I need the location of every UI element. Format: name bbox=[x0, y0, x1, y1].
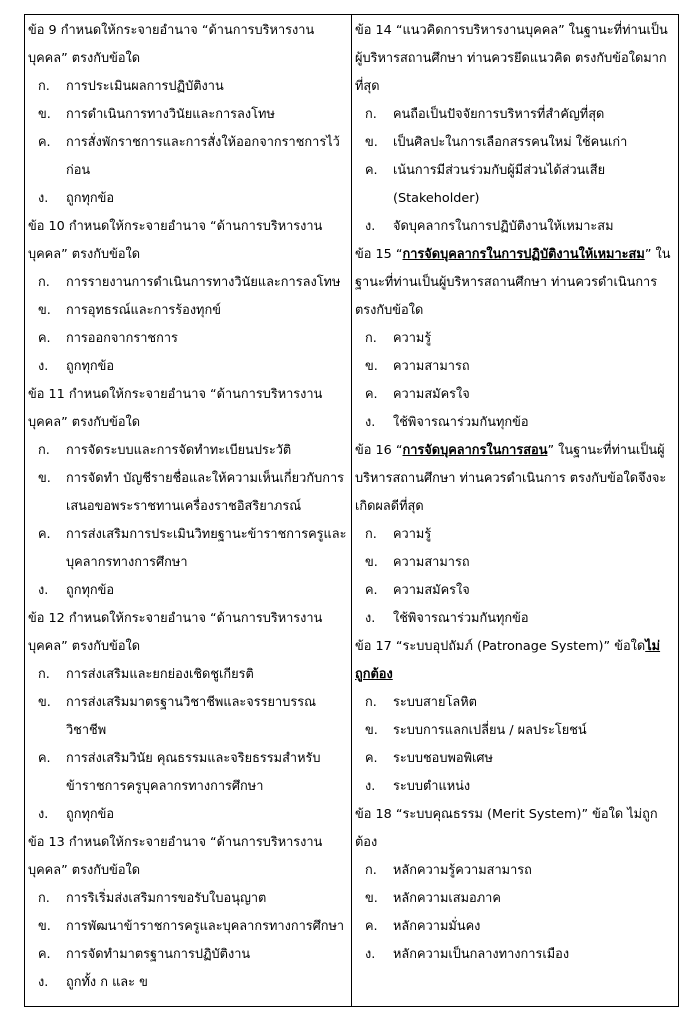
option-label: ค. bbox=[365, 163, 378, 178]
option-text: ความสามารถ bbox=[393, 359, 470, 374]
option-text: ถูกทุกข้อ bbox=[66, 807, 115, 822]
option-row bbox=[355, 689, 674, 717]
option-text: ความสมัครใจ bbox=[393, 583, 470, 598]
option-text: ถูกทุกข้อ bbox=[66, 359, 115, 374]
option-row bbox=[28, 969, 347, 997]
option-text: การริเริ่มส่งเสริมการขอรับใบอนุญาต bbox=[66, 891, 267, 906]
option-text: การส่งเสริมวินัย คุณธรรมและจริยธรรมสำหรับข้าราชการครูบุคลากรทางการศึกษา bbox=[66, 751, 321, 794]
option-row bbox=[355, 129, 674, 157]
option-label: ก. bbox=[38, 667, 50, 682]
option-label: ก. bbox=[365, 527, 377, 542]
question-stem-start: ข้อ 17 “ระบบอุปถัมภ์ (Patronage System)” ข้อใด bbox=[355, 639, 646, 654]
question-12 bbox=[28, 605, 347, 661]
option-label: ข. bbox=[38, 107, 51, 122]
option-text: ใช้พิจารณาร่วมกันทุกข้อ bbox=[393, 611, 529, 626]
option-label: ค. bbox=[365, 583, 378, 598]
option-row bbox=[355, 577, 674, 605]
option-text: ความรู้ bbox=[393, 331, 432, 346]
option-text: ระบบตำแหน่ง bbox=[393, 779, 471, 794]
left-column bbox=[25, 15, 351, 1006]
option-label: ง. bbox=[38, 975, 49, 990]
option-row bbox=[28, 185, 347, 213]
question-18 bbox=[355, 801, 674, 857]
option-label: ก. bbox=[365, 863, 377, 878]
question-stem: ข้อ 14 “แนวคิดการบริหารงานบุคคล” ในฐานะที่ท่านเป็นผู้บริหารสถานศึกษา ท่านควรยึดแนวคิด ตรงกับข้อใดมากที่สุด bbox=[355, 23, 668, 94]
option-label: ก. bbox=[365, 107, 377, 122]
option-row bbox=[28, 661, 347, 689]
option-label: ค. bbox=[365, 751, 378, 766]
question-16 bbox=[355, 437, 674, 521]
option-row bbox=[28, 941, 347, 969]
option-label: ค. bbox=[38, 331, 51, 346]
option-text: คนถือเป็นปัจจัยการบริหารที่สำคัญที่สุด bbox=[393, 107, 605, 122]
option-text: หลักความเป็นกลางทางการเมือง bbox=[393, 947, 570, 962]
option-row bbox=[28, 801, 347, 829]
option-label: ง. bbox=[365, 415, 376, 430]
option-label: ก. bbox=[38, 275, 50, 290]
question-15 bbox=[355, 241, 674, 325]
option-row bbox=[355, 213, 674, 241]
question-13 bbox=[28, 829, 347, 885]
option-text: การออกจากราชการ bbox=[66, 331, 178, 346]
option-label: ข. bbox=[365, 723, 378, 738]
question-9 bbox=[28, 17, 347, 73]
option-text: ระบบสายโลหิต bbox=[393, 695, 477, 710]
option-text: การส่งเสริมมาตรฐานวิชาชีพและจรรยาบรรณวิชาชีพ bbox=[66, 695, 316, 738]
option-row bbox=[355, 409, 674, 437]
question-table bbox=[24, 14, 679, 1007]
option-label: ง. bbox=[38, 583, 49, 598]
option-label: ข. bbox=[38, 471, 51, 486]
question-14 bbox=[355, 17, 674, 101]
question-stem-end: ” ในฐานะที่ท่านเป็นผู้บริหารสถานศึกษา ท่านควรดำเนินการ ตรงกับข้อใดจึงจะเกิดผลดีที่สุด bbox=[355, 443, 667, 514]
option-label: ข. bbox=[38, 695, 51, 710]
option-label: ข. bbox=[365, 891, 378, 906]
option-row bbox=[28, 913, 347, 941]
option-row bbox=[355, 773, 674, 801]
option-text: เน้นการมีส่วนร่วมกับผู้มีส่วนได้ส่วนเสีย (Stakeholder) bbox=[393, 163, 606, 206]
option-text: การส่งเสริมการประเมินวิทยฐานะข้าราชการครูและบุคลากรทางการศึกษา bbox=[66, 527, 347, 570]
option-text: ความสามารถ bbox=[393, 555, 470, 570]
option-label: ง. bbox=[365, 947, 376, 962]
option-text: ถูกทุกข้อ bbox=[66, 191, 115, 206]
option-text: การรายงานการดำเนินการทางวินัยและการลงโทษ bbox=[66, 275, 341, 290]
option-label: ง. bbox=[365, 219, 376, 234]
option-row bbox=[28, 465, 347, 521]
option-text: การส่งเสริมและยกย่องเชิดชูเกียรติ bbox=[66, 667, 254, 682]
option-label: ค. bbox=[38, 947, 51, 962]
option-row bbox=[355, 913, 674, 941]
question-stem: ข้อ 12 กำหนดให้กระจายอำนาจ “ด้านการบริหารงานบุคคล” ตรงกับข้อใด bbox=[28, 611, 323, 654]
option-label: ก. bbox=[365, 695, 377, 710]
option-text: ความรู้ bbox=[393, 527, 432, 542]
option-text: การจัดทำมาตรฐานการปฏิบัติงาน bbox=[66, 947, 251, 962]
option-label: ก. bbox=[38, 891, 50, 906]
option-text: ถูกทั้ง ก และ ข bbox=[66, 975, 148, 990]
option-text: หลักความเสมอภาค bbox=[393, 891, 501, 906]
option-label: ง. bbox=[38, 807, 49, 822]
question-stem-end: ” ในฐานะที่ท่านเป็นผู้บริหารสถานศึกษา ท่านควรดำเนินการ ตรงกับข้อใด bbox=[355, 247, 671, 318]
option-row bbox=[355, 857, 674, 885]
option-text: ใช้พิจารณาร่วมกันทุกข้อ bbox=[393, 415, 529, 430]
option-row bbox=[355, 885, 674, 913]
question-stem: ข้อ 10 กำหนดให้กระจายอำนาจ “ด้านการบริหารงานบุคคล” ตรงกับข้อใด bbox=[28, 219, 323, 262]
question-stem-emphasis: การจัดบุคลากรในการปฏิบัติงานให้เหมาะสม bbox=[402, 247, 645, 262]
option-row bbox=[28, 269, 347, 297]
question-stem-start: ข้อ 16 “ bbox=[355, 443, 403, 458]
option-label: ง. bbox=[38, 191, 49, 206]
option-label: ก. bbox=[38, 443, 50, 458]
option-row bbox=[28, 101, 347, 129]
option-row bbox=[355, 521, 674, 549]
option-row bbox=[355, 605, 674, 633]
option-row bbox=[28, 885, 347, 913]
question-stem: ข้อ 9 กำหนดให้กระจายอำนาจ “ด้านการบริหารงานบุคคล” ตรงกับข้อใด bbox=[28, 23, 315, 66]
option-label: ก. bbox=[365, 331, 377, 346]
question-10 bbox=[28, 213, 347, 269]
option-label: ข. bbox=[365, 359, 378, 374]
option-row bbox=[355, 941, 674, 969]
option-row bbox=[28, 73, 347, 101]
option-row bbox=[355, 101, 674, 129]
option-label: ค. bbox=[38, 527, 51, 542]
option-text: จัดบุคลากรในการปฏิบัติงานให้เหมาะสม bbox=[393, 219, 614, 234]
option-row bbox=[355, 745, 674, 773]
question-stem-start: ข้อ 15 “ bbox=[355, 247, 403, 262]
option-text: การดำเนินการทางวินัยและการลงโทษ bbox=[66, 107, 275, 122]
option-label: ข. bbox=[38, 303, 51, 318]
option-text: เป็นศิลปะในการเลือกสรรคนใหม่ ใช้คนเก่า bbox=[393, 135, 628, 150]
option-text: ระบบการแลกเปลี่ยน / ผลประโยชน์ bbox=[393, 723, 587, 738]
option-row bbox=[28, 521, 347, 577]
question-17 bbox=[355, 633, 674, 689]
option-text: การสั่งพักราชการและการสั่งให้ออกจากราชการไว้ก่อน bbox=[66, 135, 340, 178]
option-row bbox=[355, 157, 674, 213]
option-row bbox=[28, 577, 347, 605]
option-label: ง. bbox=[365, 779, 376, 794]
option-text: การพัฒนาข้าราชการครูและบุคลากรทางการศึกษา bbox=[66, 919, 345, 934]
question-stem: ข้อ 11 กำหนดให้กระจายอำนาจ “ด้านการบริหารงานบุคคล” ตรงกับข้อใด bbox=[28, 387, 323, 430]
option-text: การจัดทำ บัญชีรายชื่อและให้ความเห็นเกี่ยวกับการเสนอขอพระราชทานเครื่องราชอิสริยาภรณ์ bbox=[66, 471, 345, 514]
question-stem: ข้อ 18 “ระบบคุณธรรม (Merit System)” ข้อใด ไม่ถูกต้อง bbox=[355, 807, 658, 850]
option-text: ระบบชอบพอพิเศษ bbox=[393, 751, 493, 766]
option-text: ความสมัครใจ bbox=[393, 387, 470, 402]
option-row bbox=[28, 745, 347, 801]
question-11 bbox=[28, 381, 347, 437]
option-row bbox=[28, 689, 347, 745]
option-label: ข. bbox=[38, 919, 51, 934]
option-row bbox=[28, 353, 347, 381]
option-label: ง. bbox=[38, 359, 49, 374]
option-row bbox=[355, 325, 674, 353]
option-row bbox=[28, 437, 347, 465]
option-text: ถูกทุกข้อ bbox=[66, 583, 115, 598]
option-label: ค. bbox=[38, 751, 51, 766]
option-row bbox=[355, 381, 674, 409]
option-text: การอุทธรณ์และการร้องทุกข์ bbox=[66, 303, 221, 318]
option-row bbox=[28, 325, 347, 353]
question-stem-emphasis: ไม่ถูกต้อง bbox=[355, 639, 661, 682]
option-text: หลักความมั่นคง bbox=[393, 919, 481, 934]
option-label: ค. bbox=[365, 919, 378, 934]
option-label: ค. bbox=[365, 387, 378, 402]
option-label: ข. bbox=[365, 555, 378, 570]
option-row bbox=[355, 549, 674, 577]
option-text: หลักความรู้ความสามารถ bbox=[393, 863, 532, 878]
option-row bbox=[28, 297, 347, 325]
option-label: ค. bbox=[38, 135, 51, 150]
option-text: การประเมินผลการปฏิบัติงาน bbox=[66, 79, 224, 94]
question-stem: ข้อ 13 กำหนดให้กระจายอำนาจ “ด้านการบริหารงานบุคคล” ตรงกับข้อใด bbox=[28, 835, 323, 878]
option-row bbox=[28, 129, 347, 185]
option-row bbox=[355, 353, 674, 381]
right-column bbox=[351, 15, 678, 1006]
option-label: ข. bbox=[365, 135, 378, 150]
option-text: การจัดระบบและการจัดทำทะเบียนประวัติ bbox=[66, 443, 292, 458]
option-label: ง. bbox=[365, 611, 376, 626]
option-row bbox=[355, 717, 674, 745]
question-stem-emphasis: การจัดบุคลากรในการสอน bbox=[402, 443, 548, 458]
option-label: ก. bbox=[38, 79, 50, 94]
